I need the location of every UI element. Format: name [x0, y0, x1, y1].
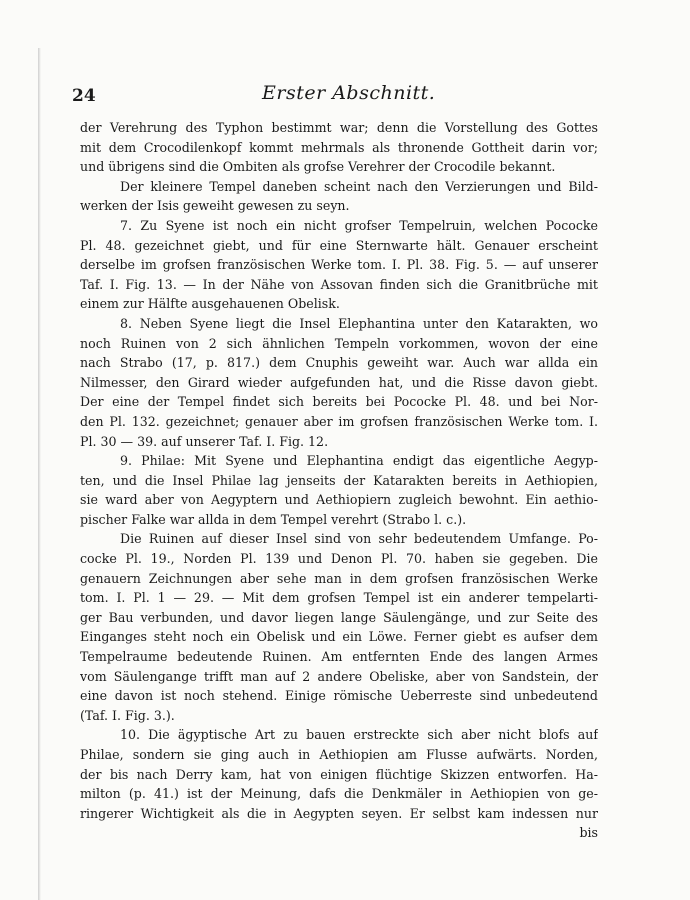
- text-line: Der eine der Tempel findet sich bereits bei Pococke Pl. 48. und bei Nor-: [80, 394, 598, 410]
- text-line: 10. Die ägyptische Art zu bauen erstreckte sich aber nicht blofs auf: [120, 727, 598, 743]
- text-line: nach Strabo (17, p. 817.) dem Cnuphis geweiht war. Auch war allda ein: [80, 355, 598, 371]
- text-line: der Verehrung des Typhon bestimmt war; denn die Vorstellung des Gottes: [80, 120, 598, 135]
- text-line: Nilmesser, den Girard wieder aufgefunden hat, und die Risse davon giebt.: [80, 374, 598, 390]
- running-head: Erster Abschnitt.: [262, 82, 436, 104]
- text-line: Einganges steht noch ein Obelisk und ein Löwe. Ferner giebt es aufser dem: [80, 629, 598, 645]
- text-line: Pl. 48. gezeichnet giebt, und für eine Sternwarte hält. Genauer erscheint: [80, 237, 598, 253]
- text-line: Philae, sondern sie ging auch in Aethiopien am Flusse aufwärts. Norden,: [80, 747, 598, 762]
- text-line: ten, und die Insel Philae lag jenseits der Katarakten bereits in Aethiopien,: [80, 472, 598, 488]
- text-line: ringerer Wichtigkeit als die in Aegypten seyen. Er selbst kam indessen nur: [80, 805, 598, 821]
- text-line: cocke Pl. 19., Norden Pl. 139 und Denon Pl. 70. haben sie gegeben. Die: [80, 551, 598, 567]
- text-line: 8. Neben Syene liegt die Insel Elephantina unter den Katarakten, wo: [120, 315, 598, 331]
- text-line: einem zur Hälfte ausgehauenen Obelisk.: [80, 296, 340, 312]
- text-line: eine davon ist noch stehend. Einige römische Ueberreste sind unbedeutend: [80, 688, 598, 704]
- text-line: mit dem Crocodilenkopf kommt mehrmals als thronende Gottheit darin vor;: [80, 139, 598, 155]
- page-gutter-shadow: [38, 48, 41, 900]
- text-line: Der kleinere Tempel daneben scheint nach den Verzierungen und Bild-: [120, 178, 598, 194]
- text-line: ger Bau verbunden, und davor liegen lange Säulengänge, und zur Seite des: [80, 609, 598, 625]
- text-line: noch Ruinen von 2 sich ähnlichen Tempeln vorkommen, wovon der eine: [80, 335, 598, 351]
- text-line: werken der Isis geweiht gewesen zu seyn.: [80, 198, 350, 214]
- text-line: Die Ruinen auf dieser Insel sind von sehr bedeutendem Umfange. Po-: [120, 531, 598, 547]
- catchword: bis: [579, 825, 598, 841]
- page-number: 24: [72, 86, 96, 106]
- text-line: pischer Falke war allda in dem Tempel verehrt (Strabo l. c.).: [80, 511, 467, 527]
- text-line: tom. I. Pl. 1 — 29. — Mit dem grofsen Tempel ist ein anderer tempelarti-: [80, 590, 598, 606]
- text-line: milton (p. 41.) ist der Meinung, dafs die Denkmäler in Aethiopien von ge-: [80, 786, 598, 802]
- text-line: Pl. 30 — 39. auf unserer Taf. I. Fig. 12.: [80, 433, 329, 449]
- text-line: den Pl. 132. gezeichnet; genauer aber im grofsen französischen Werke tom. I.: [80, 413, 598, 429]
- text-line: genauern Zeichnungen aber sehe man in dem grofsen französischen Werke: [80, 570, 598, 586]
- text-line: vom Säulengange trifft man auf 2 andere Obeliske, aber von Sandstein, der: [80, 668, 598, 684]
- body-text: [80, 118, 598, 843]
- page-header: [72, 82, 597, 108]
- text-line: 9. Philae: Mit Syene und Elephantina endigt das eigentliche Aegyp-: [120, 453, 598, 469]
- text-line: Tempelraume bedeutende Ruinen. Am entfernten Ende des langen Armes: [80, 649, 598, 665]
- text-line: derselbe im grofsen französischen Werke tom. I. Pl. 38. Fig. 5. — auf unserer: [80, 257, 598, 273]
- text-line: (Taf. I. Fig. 3.).: [80, 707, 175, 723]
- text-line: und übrigens sind die Ombiten als grofse Verehrer der Crocodile bekannt.: [80, 159, 556, 175]
- text-line: sie ward aber von Aegyptern und Aethiopiern zugleich bewohnt. Ein aethio-: [80, 492, 598, 508]
- text-line: der bis nach Derry kam, hat von einigen flüchtige Skizzen entworfen. Ha-: [80, 766, 598, 782]
- text-line: 7. Zu Syene ist noch ein nicht grofser Tempelruin, welchen Pococke: [120, 217, 598, 233]
- text-line: Taf. I. Fig. 13. — In der Nähe von Assovan finden sich die Granitbrüche mit: [80, 276, 598, 292]
